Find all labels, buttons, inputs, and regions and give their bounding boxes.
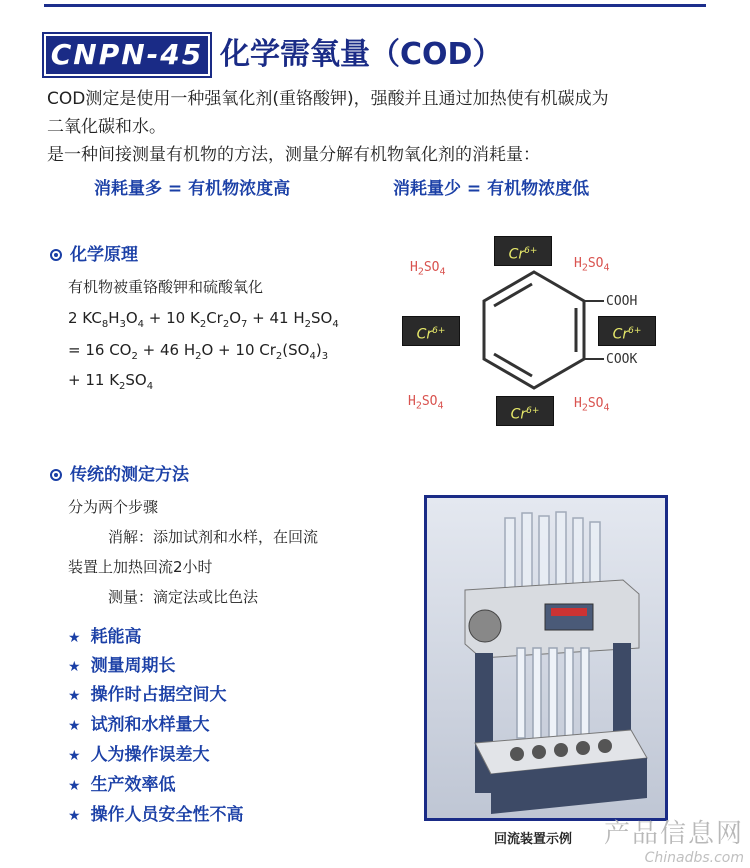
section-traditional-heading: 传统的测定方法 (50, 460, 189, 485)
steps-intro: 分为两个步骤 (68, 498, 159, 516)
drawback-item: ★ 耗能高 (68, 627, 142, 647)
star-icon: ★ (68, 808, 81, 824)
circle-bullet-icon (50, 249, 62, 261)
cr6-ion-left: $Cr^{6+}$ (402, 316, 460, 346)
drawback-item: ★ 生产效率低 (68, 775, 176, 795)
watermark-en: Chinadbs.com (644, 850, 744, 866)
cr6-ion-top: $Cr^{6+}$ (494, 236, 552, 266)
carboxylate-group: COOK (606, 352, 638, 367)
star-icon: ★ (68, 748, 81, 764)
intro-line-2: 二氧化碳和水。 (47, 117, 166, 137)
reflux-apparatus-image (427, 498, 665, 818)
drawback-item: ★ 操作人员安全性不高 (68, 805, 244, 825)
drawback-item: ★ 人为操作误差大 (68, 745, 210, 765)
acid-label-tl: $H_2SO_4$ (410, 260, 446, 278)
cr6-ion-bottom: $Cr^{6+}$ (496, 396, 554, 426)
acid-label-tr: $H_2SO_4$ (574, 256, 610, 274)
page-title: 化学需氧量（COD） (220, 37, 503, 72)
star-icon: ★ (68, 659, 81, 675)
step-digestion-cont: 装置上加热回流2小时 (68, 558, 213, 576)
highlight-high: 消耗量多 = 有机物浓度高 (94, 179, 291, 199)
reflux-apparatus-photo (424, 495, 668, 821)
photo-caption: 回流装置示例 (494, 832, 573, 847)
step-digestion: 消解：添加试剂和水样，在回流 (108, 528, 319, 546)
step-measurement: 测量：滴定法或比色法 (108, 588, 259, 606)
section-principle-heading: 化学原理 (50, 240, 138, 265)
intro-line-1: COD测定是使用一种强氧化剂(重铬酸钾)，强酸并且通过加热使有机碳成为 (47, 89, 609, 109)
acid-label-br: $H_2SO_4$ (574, 396, 610, 414)
star-icon: ★ (68, 688, 81, 704)
star-icon: ★ (68, 778, 81, 794)
intro-line-3: 是一种间接测量有机物的方法，测量分解有机物氧化剂的消耗量： (47, 145, 540, 165)
cr6-ion-right: $Cr^{6+}$ (598, 316, 656, 346)
star-icon: ★ (68, 718, 81, 734)
circle-bullet-icon (50, 469, 62, 481)
drawback-item: ★ 操作时占据空间大 (68, 685, 227, 705)
carboxyl-group: COOH (606, 294, 638, 309)
star-icon: ★ (68, 630, 81, 646)
equation-line-2: = 16 $CO_2 + 46$ $H_2O + 10$ $Cr_2(SO_4)_3$ (68, 341, 329, 362)
highlight-low: 消耗量少 = 有机物浓度低 (393, 179, 590, 199)
reaction-diagram (398, 230, 668, 440)
product-badge: CNPN-45 (44, 34, 210, 76)
drawback-item: ★ 测量周期长 (68, 656, 176, 676)
drawback-item: ★ 试剂和水样量大 (68, 715, 210, 735)
equation-line-3: + 11 $K_2SO_4$ (68, 371, 154, 392)
top-rule (44, 4, 706, 7)
equation-line-1: 2 $KC_8H_3O_4 + 10$ $K_2Cr_2O_7 + 41$ $H_2SO_4$ (68, 309, 339, 330)
principle-text: 有机物被重铬酸钾和硫酸氧化 (68, 278, 264, 296)
acid-label-bl: $H_2SO_4$ (408, 394, 444, 412)
site-watermark (604, 813, 744, 866)
watermark-cn: 产品信息网 (603, 819, 744, 849)
